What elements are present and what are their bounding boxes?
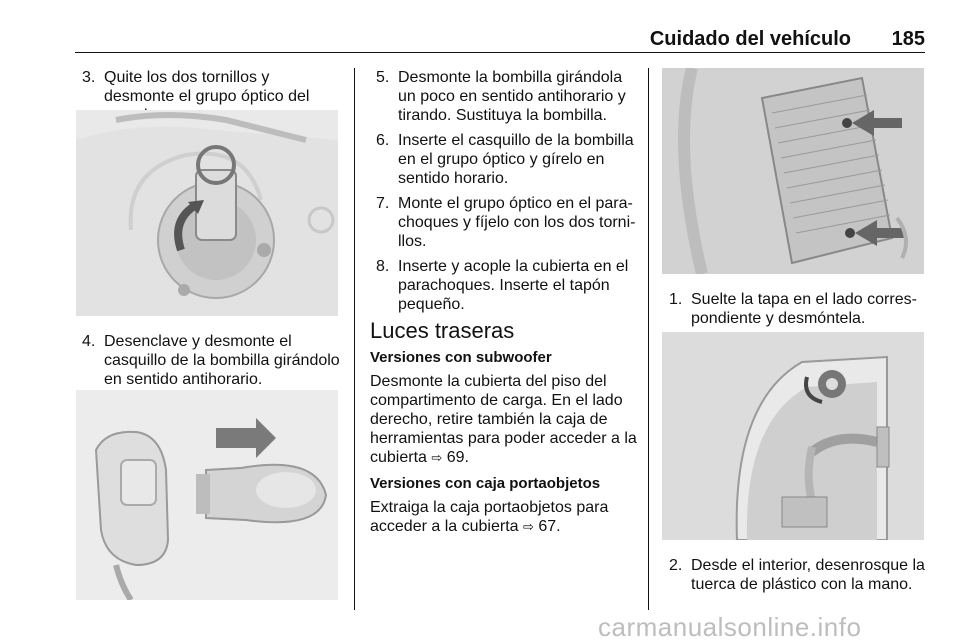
subheading-subwoofer: Versiones con subwoofer xyxy=(370,349,552,366)
page-reference-arrow-icon: ⇨ xyxy=(431,451,443,466)
figure-cargo-cover xyxy=(662,68,924,274)
page-title: Cuidado del vehículo xyxy=(649,28,851,50)
step-4: 4. Desenclave y desmonte el casquillo de la bombilla girándolo en sentido antihorario. xyxy=(82,333,340,388)
step-5-text: Desmonte la bombilla girándola un poco en sentido antihorario y tirando. Sustituya la bombilla. xyxy=(398,69,626,124)
figure-plastic-nut xyxy=(662,332,924,540)
step-1-text: Suelte la tapa en el lado corres-pondiente y desmóntela. xyxy=(691,291,917,327)
step-4-text: Desenclave y desmonte el casquillo de la bombilla girándolo en sentido antihorario. xyxy=(104,333,340,388)
step-6-text: Inserte el casquillo de la bombilla en el grupo óptico y gírelo en sentido horario. xyxy=(398,132,634,187)
subheading-storage-box: Versiones con caja portaobjetos xyxy=(370,475,601,492)
page-header xyxy=(75,28,925,53)
section-rear-lights xyxy=(370,318,638,537)
step-3: 3. Quite los dos tornillos y desmonte el grupo óptico del xyxy=(78,68,343,131)
column-divider-left xyxy=(354,68,355,610)
paragraph-subwoofer: Desmonte la cubierta del piso del compartimento de carga. En el lado derecho, retire también la caja de herramientas para poder acceder a la cubierta ⇨ 69. xyxy=(370,373,637,466)
step-1: 1. Suelte la tapa en el lado corres-pondiente y desmóntela. xyxy=(669,291,917,327)
figure-bulb-removal xyxy=(76,390,338,600)
paragraph-storage-box: Extraiga la caja portaobjetos para acceder a la cubierta ⇨ 67. xyxy=(370,499,609,535)
step-7-text: Monte el grupo óptico en el para-choques y fíjelo con los dos torni-llos. xyxy=(398,195,636,250)
step-2: 2. Desde el interior, desenrosque la tuerca de plástico con la mano. xyxy=(669,557,925,593)
section-title: Luces traseras xyxy=(370,318,515,343)
page-ref-67[interactable]: 67. xyxy=(538,518,561,535)
watermark: carmanualsonline.info xyxy=(598,612,862,642)
figure-headlamp-bulb-holder xyxy=(76,110,338,316)
page-reference-arrow-icon: ⇨ xyxy=(522,520,534,535)
step-2-text: Desde el interior, desenrosque la tuerca de plástico con la mano. xyxy=(691,557,925,593)
column-divider-right xyxy=(648,68,649,610)
step-3-text: Quite los dos tornillos y desmonte el grupo óptico del xyxy=(104,69,310,105)
page-ref-69[interactable]: 69. xyxy=(446,449,469,466)
page-number: 185 xyxy=(891,28,925,50)
step-8-text: Inserte y acople la cubierta en el parachoques. Inserte el tapón pequeño. xyxy=(398,258,629,313)
steps-5-8: 5. Desmonte la bombilla girándola un poco en sentido antihorario y tirando. Sustituya la bombilla. 6. Inserte el casquillo de la bombilla en el grupo óptico y gírelo en sentido horario. 7. Monte el grupo óptico en el para-choques y fíjelo con los dos torni-llos. 8. Inserte y acople la cubierta en el parachoques. Inserte el tapón pequeño. xyxy=(376,69,636,313)
